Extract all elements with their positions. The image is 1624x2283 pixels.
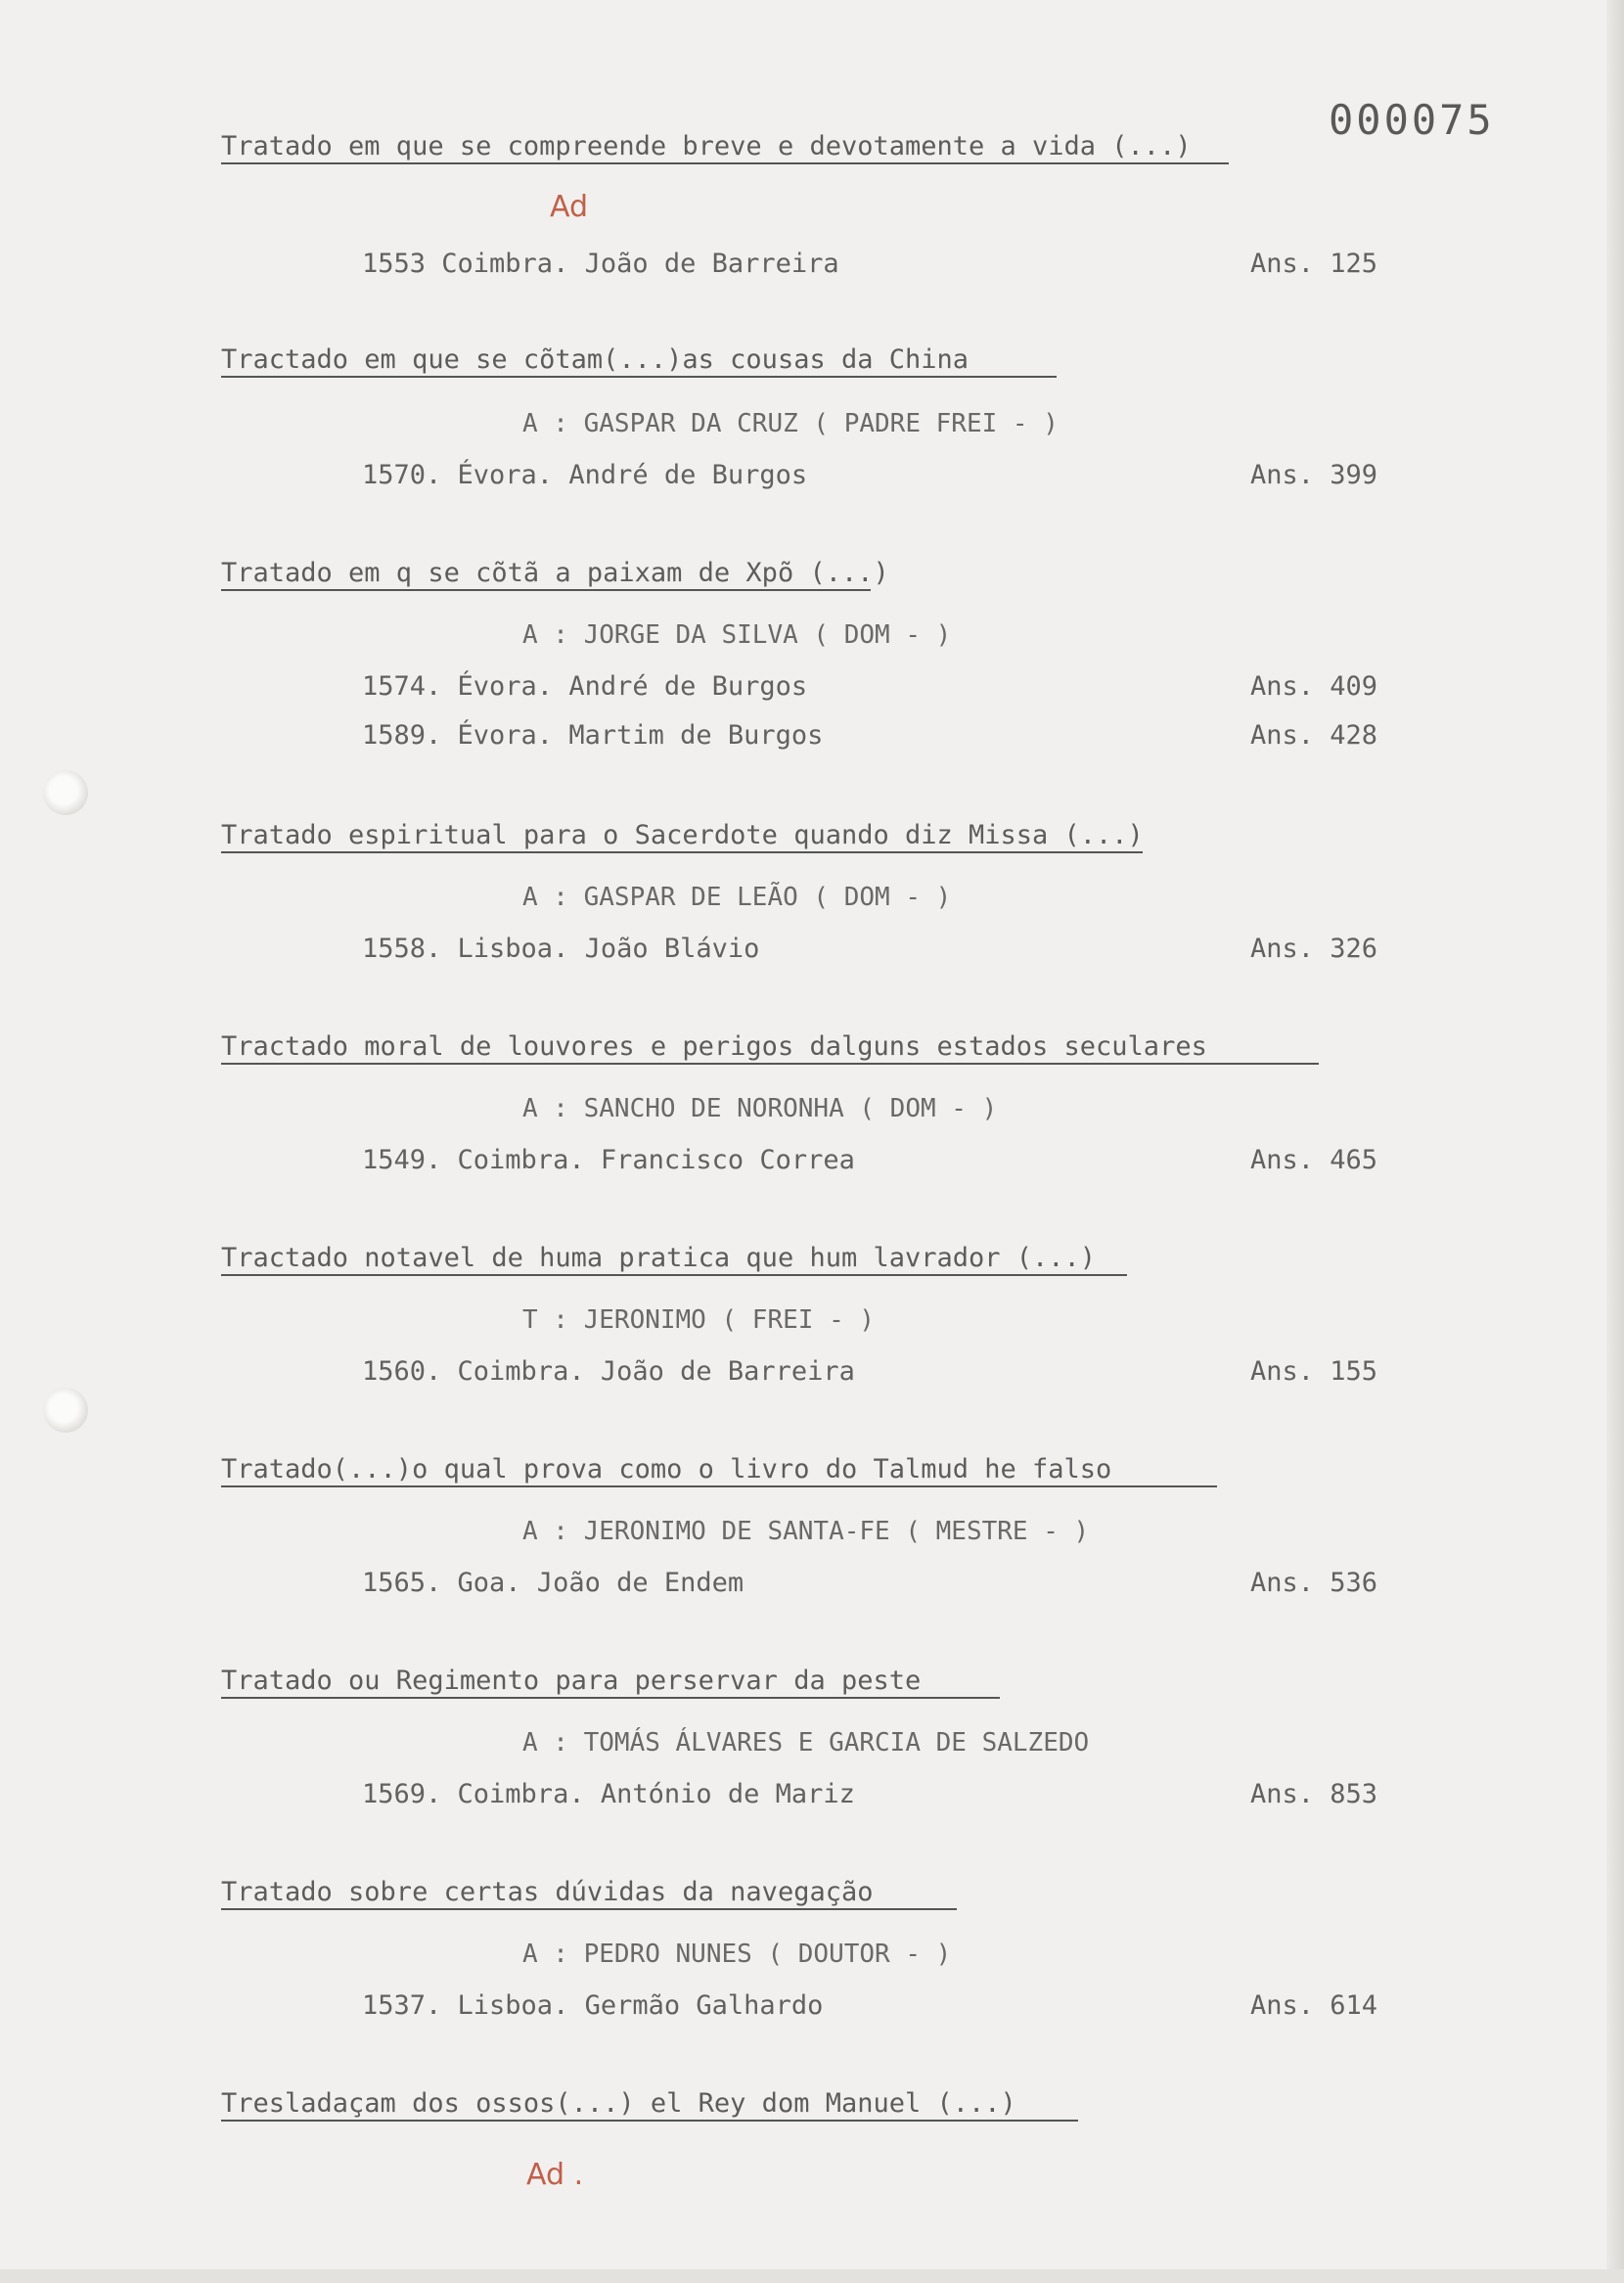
title-underline — [221, 1274, 1127, 1276]
ans-reference: Ans. 399 — [1250, 460, 1378, 490]
entry-title: Tractado moral de louvores e perigos dalguns estados seculares — [221, 1031, 1207, 1062]
author-line: A : SANCHO DE NORONHA ( DOM - ) — [522, 1094, 998, 1123]
imprint-line: 1589. Évora. Martim de Burgos — [362, 720, 824, 751]
title-underline — [221, 851, 1143, 853]
document-number: 000075 — [1329, 96, 1495, 144]
imprint-line: 1570. Évora. André de Burgos — [362, 460, 808, 490]
author-line: A : JERONIMO DE SANTA-FE ( MESTRE - ) — [522, 1517, 1090, 1546]
annotation-ad-top: Ad — [550, 190, 589, 224]
entry-title: Tratado em que se compreende breve e devotamente a vida (...) — [221, 131, 1192, 161]
ans-reference: Ans. 614 — [1250, 1990, 1378, 2021]
entry-title: Tratado(...)o qual prova como o livro do Talmud he falso — [221, 1454, 1112, 1484]
ans-reference: Ans. 409 — [1250, 671, 1378, 702]
author-line: A : JORGE DA SILVA ( DOM - ) — [522, 620, 952, 650]
entry-title: Tratado espiritual para o Sacerdote quando diz Missa (...) — [221, 820, 1144, 850]
ans-reference: Ans. 125 — [1250, 249, 1378, 279]
punch-hole-upper — [43, 770, 88, 815]
title-underline — [221, 2120, 1078, 2122]
author-line: A : GASPAR DA CRUZ ( PADRE FREI - ) — [522, 409, 1059, 438]
punch-hole-lower — [43, 1388, 88, 1433]
paper-edge-right — [1606, 0, 1624, 2283]
title-underline — [221, 162, 1229, 164]
imprint-line: 1565. Goa. João de Endem — [362, 1568, 744, 1598]
entry-title: Tratado em q se cõtã a paixam de Xpõ (...) — [221, 558, 889, 588]
imprint-line: 1560. Coimbra. João de Barreira — [362, 1356, 855, 1387]
title-underline — [221, 589, 871, 591]
imprint-line: 1569. Coimbra. António de Mariz — [362, 1779, 855, 1809]
annotation-ad-bottom: Ad . — [526, 2158, 584, 2192]
ans-reference: Ans. 536 — [1250, 1568, 1378, 1598]
author-line: A : GASPAR DE LEÃO ( DOM - ) — [522, 883, 952, 912]
author-line: A : TOMÁS ÁLVARES E GARCIA DE SALZEDO — [522, 1728, 1090, 1758]
ans-reference: Ans. 465 — [1250, 1145, 1378, 1175]
ans-reference: Ans. 428 — [1250, 720, 1378, 751]
imprint-line: 1574. Évora. André de Burgos — [362, 671, 808, 702]
entry-title: Tratado sobre certas dúvidas da navegação — [221, 1877, 874, 1907]
ans-reference: Ans. 155 — [1250, 1356, 1378, 1387]
entry-title: Tratado ou Regimento para perservar da peste — [221, 1666, 922, 1696]
imprint-line: 1549. Coimbra. Francisco Correa — [362, 1145, 855, 1175]
ans-reference: Ans. 326 — [1250, 934, 1378, 964]
entry-title: Tresladaçam dos ossos(...) el Rey dom Manuel (...) — [221, 2088, 1016, 2119]
entry-title: Tractado em que se cõtam(...)as cousas da China — [221, 344, 970, 375]
title-underline — [221, 1485, 1217, 1487]
imprint-line: 1553 Coimbra. João de Barreira — [362, 249, 839, 279]
title-underline — [221, 376, 1057, 378]
paper-edge-bottom — [0, 2269, 1624, 2283]
author-line: A : PEDRO NUNES ( DOUTOR - ) — [522, 1940, 952, 1969]
author-line: T : JERONIMO ( FREI - ) — [522, 1305, 876, 1335]
imprint-line: 1537. Lisboa. Germão Galhardo — [362, 1990, 824, 2021]
title-underline — [221, 1908, 957, 1910]
entry-title: Tractado notavel de huma pratica que hum lavrador (...) — [221, 1243, 1097, 1273]
title-underline — [221, 1697, 1000, 1699]
imprint-line: 1558. Lisboa. João Blávio — [362, 934, 760, 964]
title-underline — [221, 1063, 1319, 1065]
ans-reference: Ans. 853 — [1250, 1779, 1378, 1809]
